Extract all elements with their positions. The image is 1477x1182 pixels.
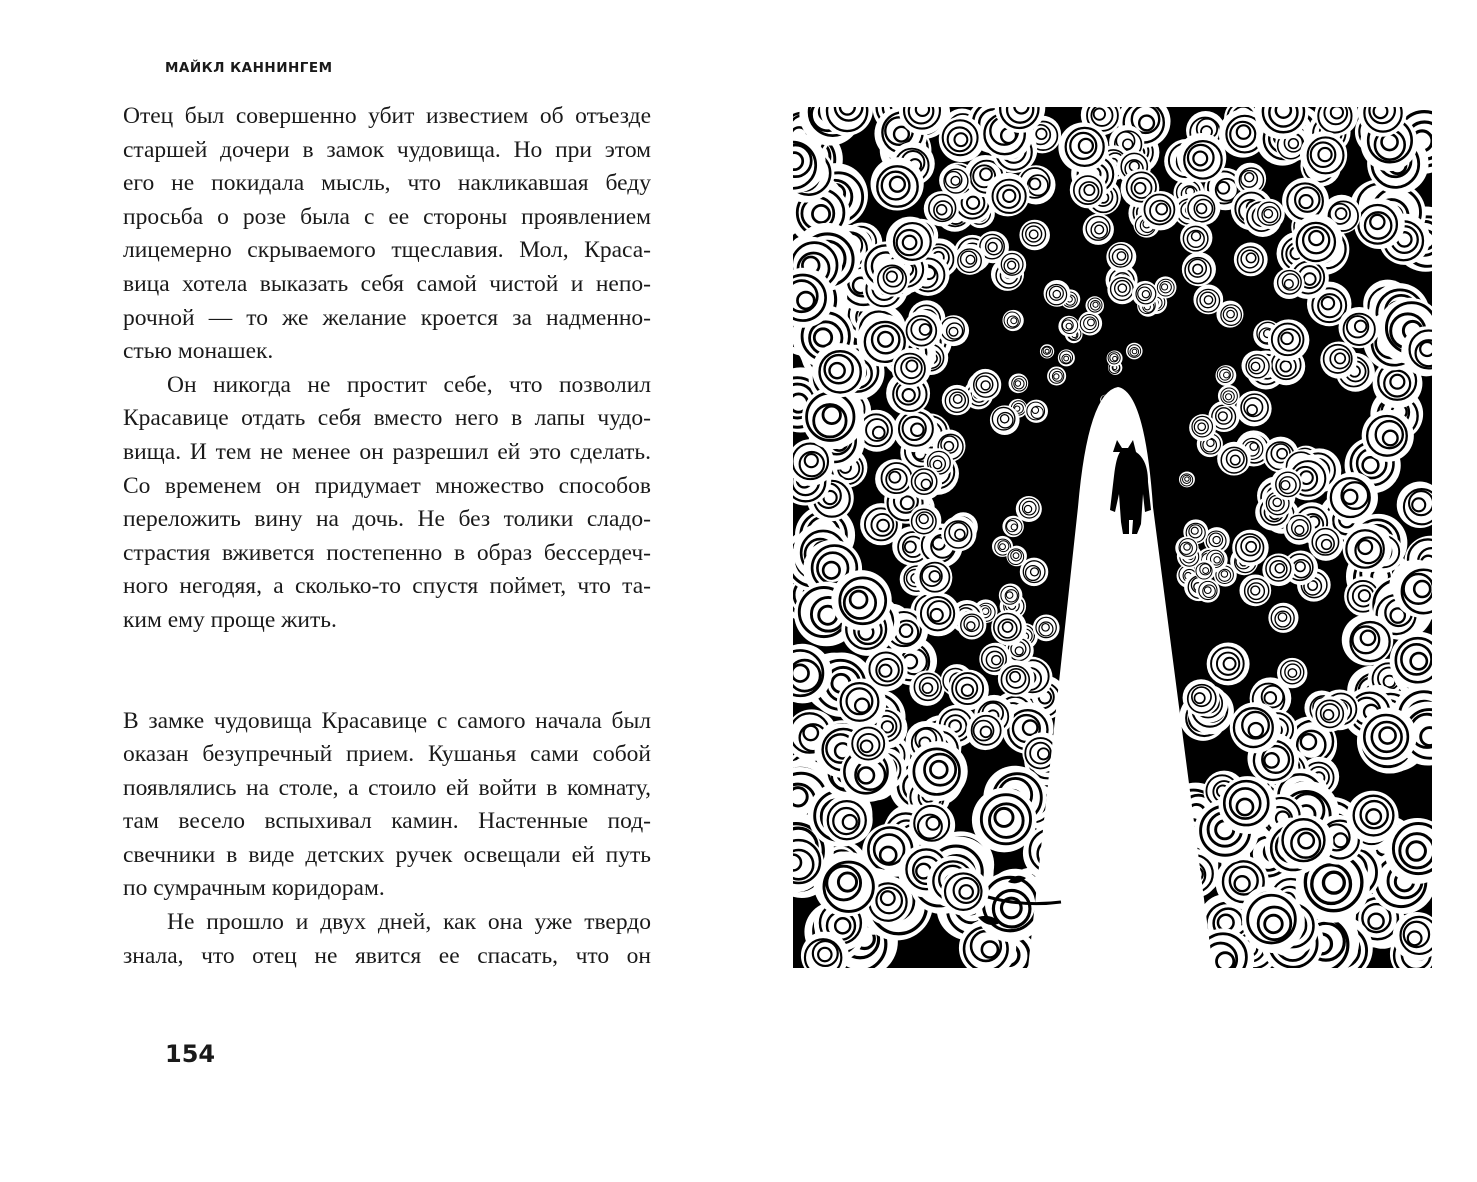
text-line: знала, что отец не явится ее спасать, что он [123,942,651,969]
text-line: ким ему проще жить. [123,606,337,633]
text-line: переложить вину на дочь. Не без толики сладо- [123,506,651,533]
rose-tunnel-illustration [793,107,1432,968]
text-line: Отец был совершенно убит известием об отъезде [123,103,651,129]
text-line: лицемерно скрываемого тщеславия. Мол, Краса- [123,237,651,264]
text-line: там весело вспыхивал камин. Настенные под- [123,808,651,835]
text-line: его не покидала мысль, что накликавшая беду [123,170,651,197]
text-line: страстия вживется постепенно в образ бессердеч- [123,539,651,566]
running-head: МАЙКЛ КАННИНГЕМ [165,60,333,76]
text-line: рочной — то же желание кроется за надменно- [123,304,651,331]
text-line: стью монашек. [123,338,274,365]
text-line: Со временем он придумает множество способов [123,472,651,499]
text-line: старшей дочери в замок чудовища. Но при этом [123,136,651,163]
text-line: свечники в виде детских ручек освещали ей путь [123,841,651,868]
section-break [123,638,651,705]
text-line: Он никогда не простит себе, что позволил [167,371,651,398]
text-line: вища. И тем не менее он разрешил ей это сделать. [123,438,651,465]
text-line: оказан безупречный прием. Кушанья сами собой [123,741,651,768]
text-line: вица хотела выказать себя самой чистой и непо- [123,270,651,297]
text-line: Красавице отдать себя вместо него в лапы чудо- [123,405,651,432]
page-number: 154 [165,1040,216,1068]
rose-tunnel-image [793,107,1432,968]
body-text [123,100,651,973]
rose-icon [1397,482,1432,528]
text-line: Не прошло и двух дней, как она уже твердо [167,909,651,936]
text-line: ного негодяя, а сколько-то спустя поймет, что та- [123,573,651,600]
text-line: появлялись на столе, а стоило ей войти в комнату, [123,774,651,801]
text-line: по сумрачным коридорам. [123,875,385,902]
text-line: просьба о розе была с ее стороны проявлением [123,203,651,230]
text-line: В замке чудовища Красавице с самого начала был [123,707,651,734]
